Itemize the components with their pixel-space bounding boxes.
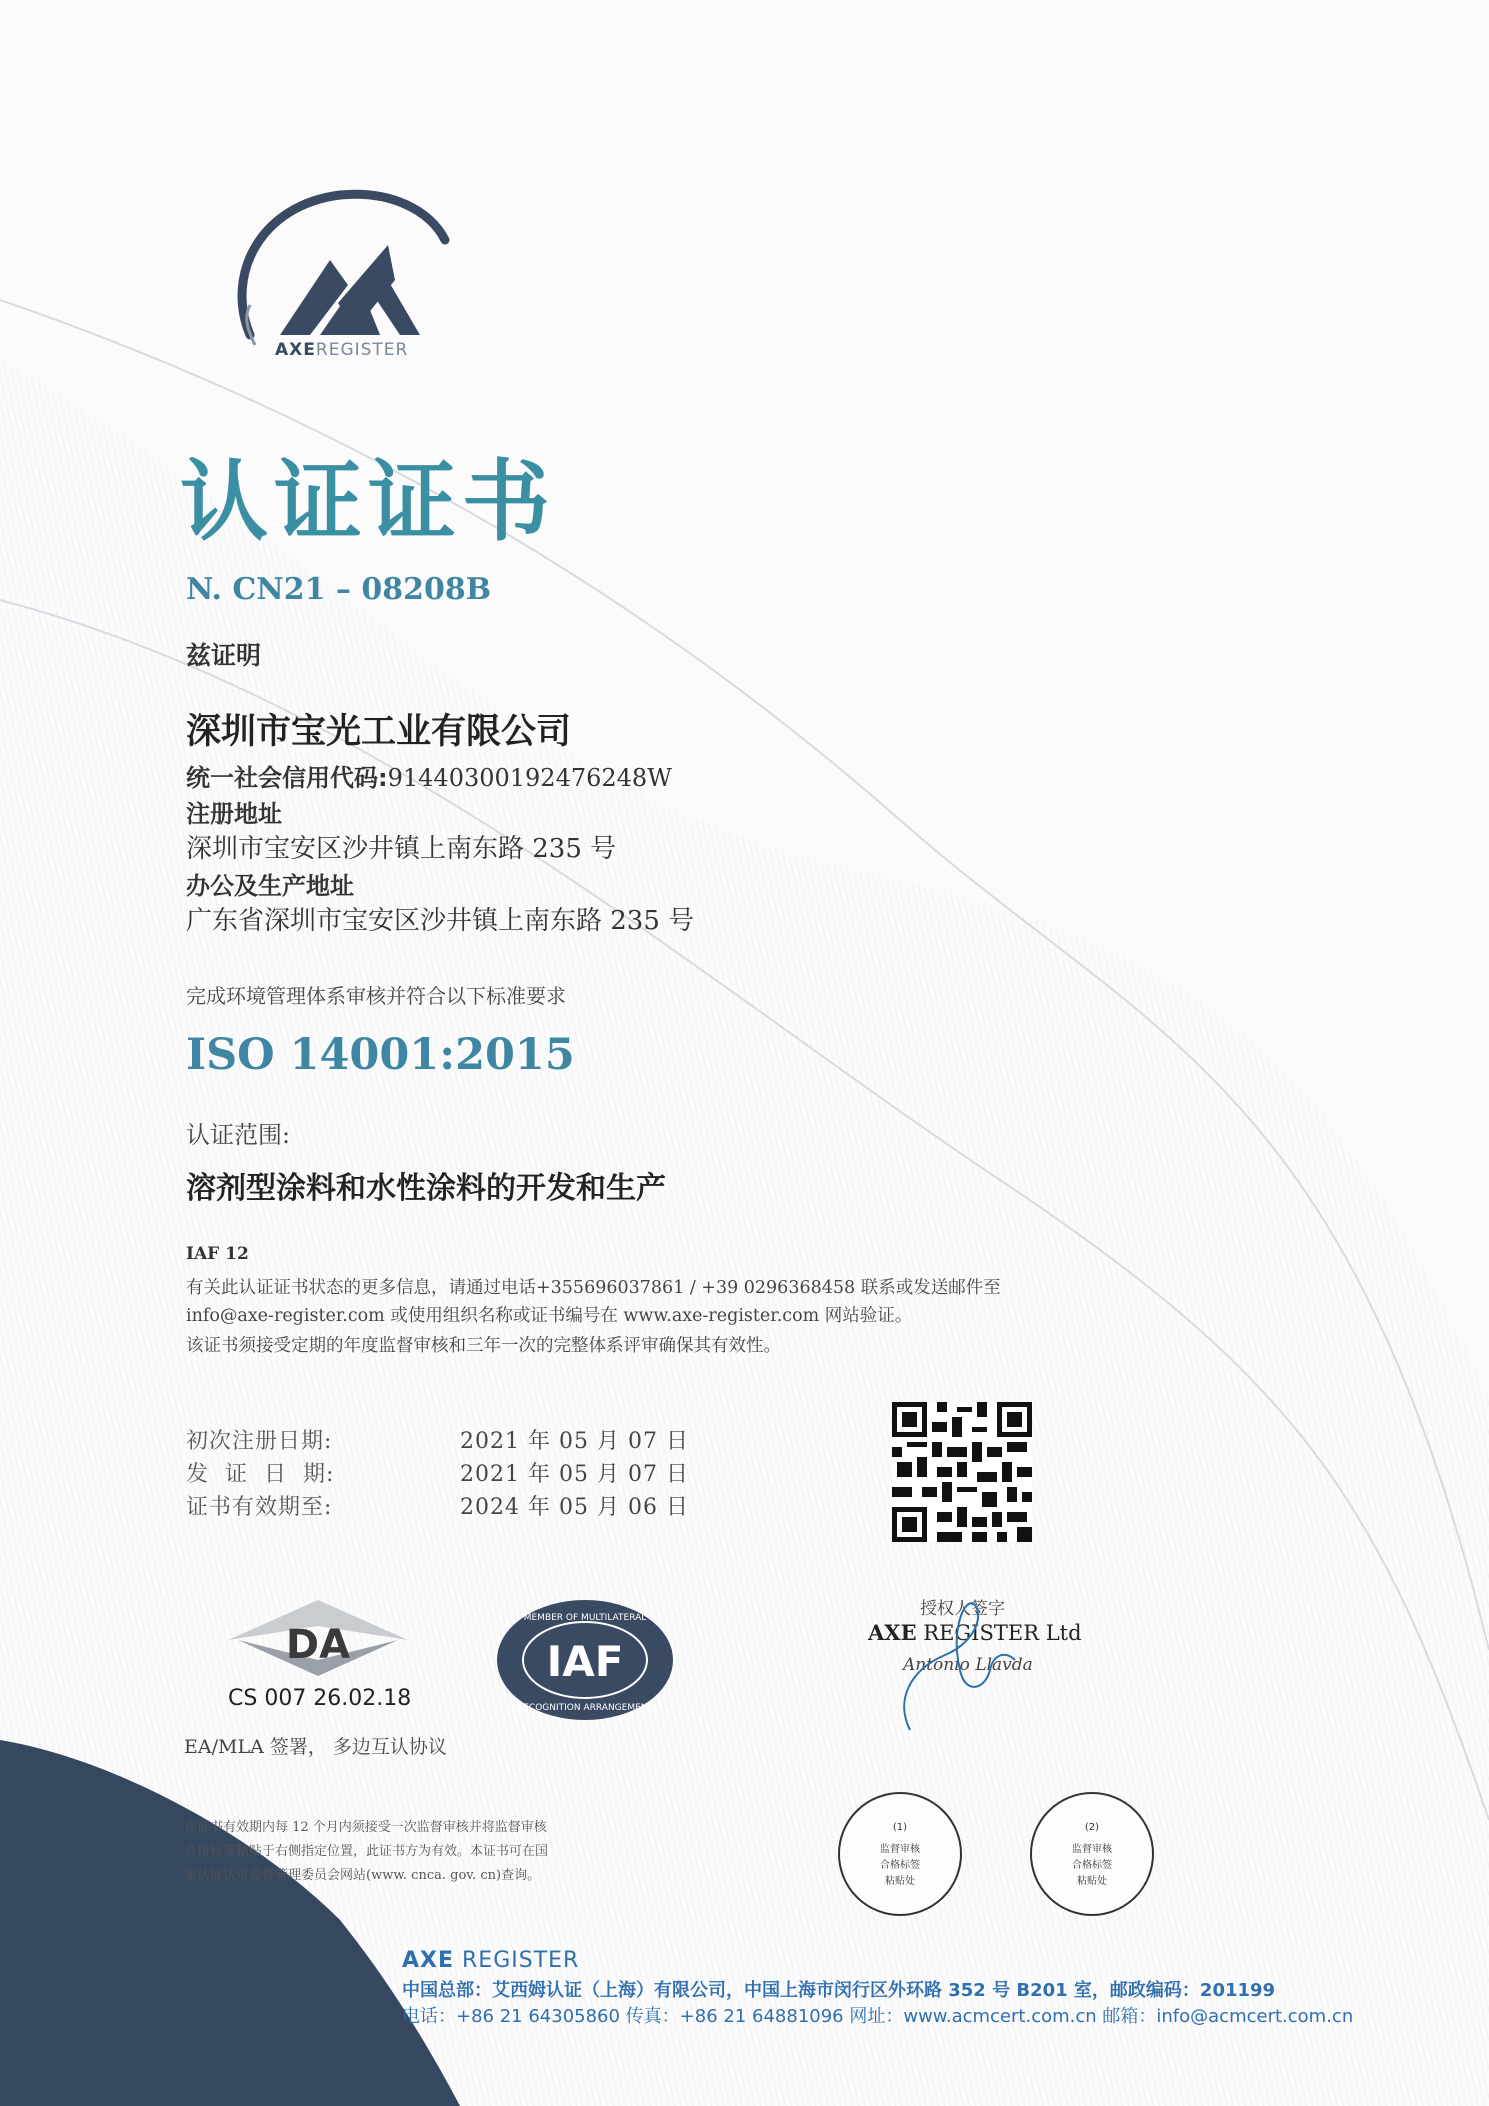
cs-number: CS 007 26.02.18 xyxy=(228,1686,412,1711)
stamp-1-line-1: 监督审核 xyxy=(880,1844,920,1855)
scope-text: 溶剂型涂料和水性涂料的开发和生产 xyxy=(186,1171,666,1206)
issue-date-label: 发 证 日 期: xyxy=(186,1462,335,1487)
logo-wordmark-bold: AXE xyxy=(275,340,316,360)
certificate-title: 认证证书 xyxy=(180,450,557,553)
first-registration-date: 2021 年 05 月 07 日 xyxy=(460,1429,689,1454)
qr-code-icon[interactable] xyxy=(892,1402,1032,1542)
registered-address: 深圳市宝安区沙井镇上南东路 235 号 xyxy=(186,834,617,864)
credit-code-row xyxy=(186,758,672,793)
iaf-logo-icon xyxy=(495,1598,675,1722)
expiry-date: 2024 年 05 月 06 日 xyxy=(460,1495,689,1520)
first-registration-label: 初次注册日期: xyxy=(186,1429,333,1454)
notice-line-3: 家认证认可监督管理委员会网站(www. cnca. gov. cn)查询。 xyxy=(184,1868,541,1883)
stamp-1-line-3: 粘贴处 xyxy=(885,1876,915,1887)
standard-name: ISO 14001:2015 xyxy=(186,1030,575,1080)
notice-line-1: 在证书有效期内每 12 个月内须接受一次监督审核并将监督审核 xyxy=(184,1820,547,1835)
signatory-name: Antonio Llavda xyxy=(903,1655,1033,1675)
credit-code-label: 统一社会信用代码: xyxy=(186,764,388,792)
stamp-2-number: (2) xyxy=(1084,1822,1100,1833)
logo-wordmark xyxy=(275,340,408,360)
iaf-ring-bottom: RECOGNITION ARRANGEMENT xyxy=(516,1703,654,1713)
stamp-2-line-3: 粘贴处 xyxy=(1077,1876,1107,1887)
scope-label: 认证范围: xyxy=(186,1121,291,1149)
info-line-1: 有关此认证证书状态的更多信息，请通过电话+355696037861 / +39 0296368458 联系或发送邮件至 xyxy=(186,1278,1001,1298)
credit-code-value: 91440300192476248W xyxy=(387,764,672,792)
stamp-1-line-2: 合格标签 xyxy=(880,1860,920,1871)
logo-wordmark-light: REGISTER xyxy=(315,340,409,360)
signing-company-bold: AXE xyxy=(868,1620,917,1645)
handwritten-signature xyxy=(890,1600,1040,1740)
stamp-1-number: (1) xyxy=(892,1822,908,1833)
stamp-2-line-2: 合格标签 xyxy=(1072,1860,1112,1871)
company-name: 深圳市宝光工业有限公司 xyxy=(186,712,572,752)
info-line-3: 该证书须接受定期的年度监督审核和三年一次的完整体系评审确保其有效性。 xyxy=(186,1336,781,1356)
iaf-logo-text: IAF xyxy=(546,1637,624,1686)
stamp-2-line-1: 监督审核 xyxy=(1072,1844,1112,1855)
iaf-ring-top: MEMBER OF MULTILATERAL xyxy=(523,1613,647,1623)
surveillance-stamp-2 xyxy=(1030,1792,1154,1916)
ea-mla-text: EA/MLA 签署， 多边互认协议 xyxy=(184,1736,447,1758)
footer-brand xyxy=(402,1948,579,1973)
footer-address: 中国总部：艾西姆认证（上海）有限公司，中国上海市闵行区外环路 352 号 B201 室，邮政编码：201199 xyxy=(402,1980,1276,2001)
footer-brand-bold: AXE xyxy=(402,1948,455,1973)
authorized-signature-label: 授权人签字 xyxy=(920,1599,1005,1619)
expiry-label: 证书有效期至: xyxy=(186,1495,333,1520)
footer-brand-rest: REGISTER xyxy=(454,1948,580,1973)
footer-contact: 电话：+86 21 64305860 传真：+86 21 64881096 网址：www.acmcert.com.cn 邮箱：info@acmcert.com.cn xyxy=(402,2006,1354,2027)
hereby-text: 兹证明 xyxy=(186,641,262,670)
office-address-label-text: 办公及生产地址 xyxy=(186,872,354,900)
issue-date: 2021 年 05 月 07 日 xyxy=(460,1462,689,1487)
certificate-number: N. CN21 – 08208B xyxy=(186,572,492,607)
da-logo-text: DA xyxy=(285,1622,351,1668)
iaf-code: IAF 12 xyxy=(186,1244,249,1264)
surveillance-stamp-1 xyxy=(838,1792,962,1916)
registered-address-label-text: 注册地址 xyxy=(186,800,282,828)
office-address-label xyxy=(186,866,354,901)
registered-address-label xyxy=(186,794,282,829)
info-line-2: info@axe-register.com 或使用组织名称或证书编号在 www.axe-register.com 网站验证。 xyxy=(186,1306,913,1326)
office-address: 广东省深圳市宝安区沙井镇上南东路 235 号 xyxy=(186,906,695,936)
signing-company-rest: REGISTER Ltd xyxy=(916,1621,1082,1645)
notice-line-2: 合格标签粘贴于右侧指定位置，此证书方为有效。本证书可在国 xyxy=(184,1844,549,1859)
da-accreditation-logo-icon xyxy=(228,1596,408,1680)
requirement-text: 完成环境管理体系审核并符合以下标准要求 xyxy=(186,984,566,1008)
